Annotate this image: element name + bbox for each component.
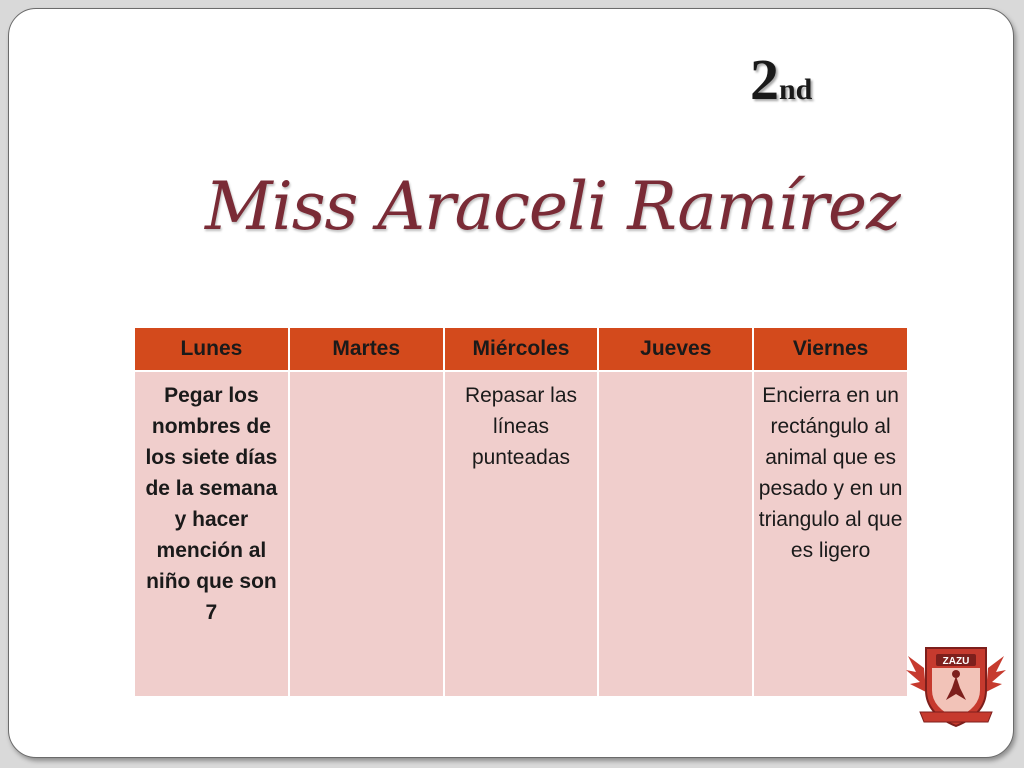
header-lunes: Lunes — [134, 327, 289, 371]
cell-jueves — [598, 371, 753, 697]
logo-left-wing — [906, 656, 926, 692]
grade-suffix: nd — [779, 73, 813, 106]
teacher-name: Miss Araceli Ramírez — [205, 168, 900, 245]
school-logo — [906, 638, 1006, 734]
logo-figure-head — [952, 670, 960, 678]
logo-name: ZAZU — [942, 656, 970, 667]
cell-miercoles: Repasar las líneas punteadas — [444, 371, 599, 697]
table-row — [134, 371, 908, 697]
grade-label — [750, 46, 812, 113]
grade-number: 2 — [750, 47, 779, 112]
schedule-table — [133, 326, 909, 698]
header-martes: Martes — [289, 327, 444, 371]
cell-lunes: Pegar los nombres de los siete días de la semana y hacer mención al niño que son 7 — [134, 371, 289, 697]
cell-martes — [289, 371, 444, 697]
cell-viernes: Encierra en un rectángulo al animal que es pesado y en un triangulo al que es ligero — [753, 371, 908, 697]
header-jueves: Jueves — [598, 327, 753, 371]
logo-right-wing — [986, 656, 1006, 692]
header-miercoles: Miércoles — [444, 327, 599, 371]
header-viernes: Viernes — [753, 327, 908, 371]
logo-ribbon — [920, 712, 992, 722]
header-row — [134, 327, 908, 371]
